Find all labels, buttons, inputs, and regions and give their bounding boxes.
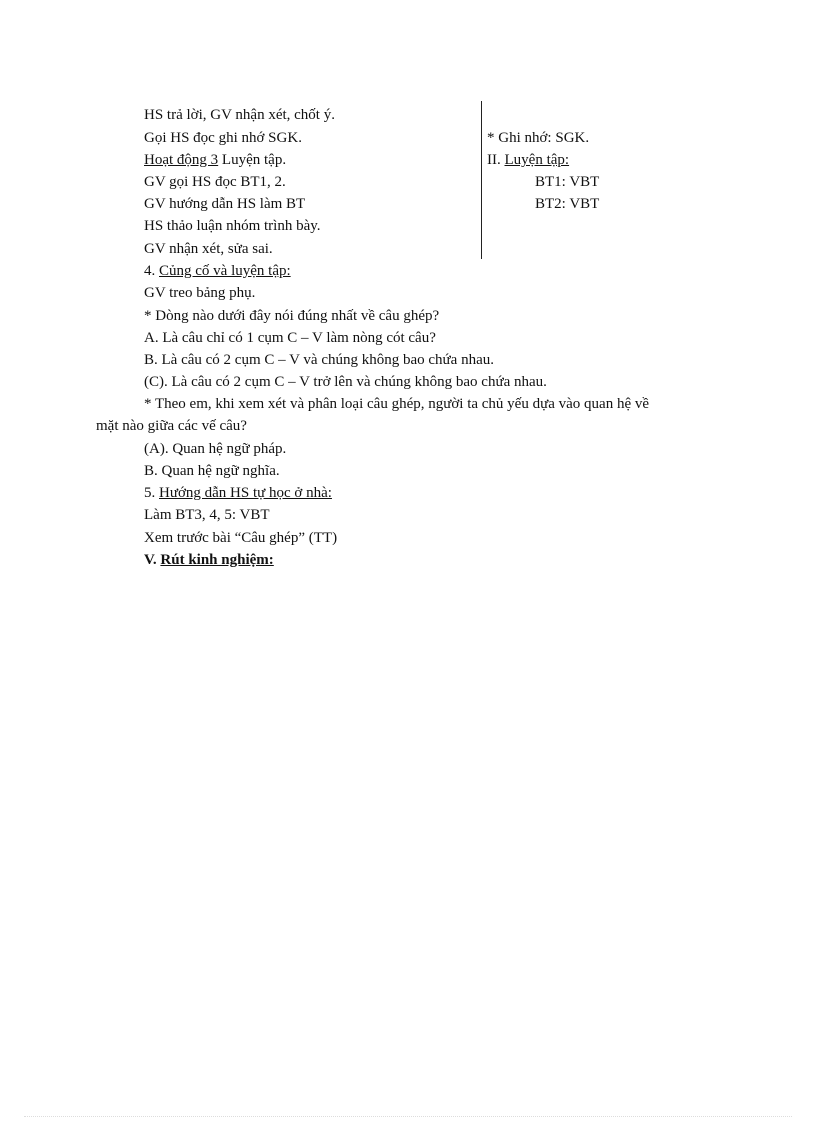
answer-2b: B. Quan hệ ngữ nghĩa. (144, 463, 280, 479)
page-bottom-edge (24, 1116, 792, 1117)
right-line-2 (487, 149, 569, 171)
left-line-3 (144, 149, 286, 171)
question-2-line-1: * Theo em, khi xem xét và phân loại câu ghép, người ta chủ yếu dựa vào quan hệ về (144, 396, 650, 412)
section-5-title: Hướng dẫn HS tự học ở nhà: (159, 485, 332, 501)
answer-1b: B. Là câu có 2 cụm C – V và chúng không bao chứa nhau. (144, 352, 494, 368)
right-line-3: BT1: VBT (535, 174, 600, 190)
activity-3-heading: Hoạt động 3 (144, 152, 219, 168)
column-divider (481, 101, 482, 259)
section-4-title: Củng cố và luyện tập: (159, 263, 291, 279)
section-v-number: V. (144, 552, 161, 568)
section-5-heading (144, 482, 332, 504)
left-line-1: HS trả lời, GV nhận xét, chốt ý. (144, 107, 335, 123)
section-4-line-1: GV treo bảng phụ. (144, 285, 256, 301)
section-4-heading (144, 260, 291, 282)
section-v-heading (144, 549, 274, 571)
answer-1c: (C). Là câu có 2 cụm C – V trở lên và chúng không bao chứa nhau. (144, 374, 547, 390)
right-line-4: BT2: VBT (535, 196, 600, 212)
left-line-7: GV nhận xét, sửa sai. (144, 241, 273, 257)
section-5-number: 5. (144, 485, 159, 501)
question-1: * Dòng nào dưới đây nói đúng nhất về câu ghép? (144, 308, 440, 324)
section-v-title: Rút kinh nghiệm: (160, 552, 274, 568)
section-4-number: 4. (144, 263, 159, 279)
left-line-4: GV gọi HS đọc BT1, 2. (144, 174, 286, 190)
section-2-prefix: II. (487, 152, 505, 168)
left-line-2: Gọi HS đọc ghi nhớ SGK. (144, 130, 302, 146)
left-line-6: HS thảo luận nhóm trình bày. (144, 218, 321, 234)
section-5-line-1: Làm BT3, 4, 5: VBT (144, 507, 270, 523)
left-line-5: GV hướng dẫn HS làm BT (144, 196, 306, 212)
answer-2a: (A). Quan hệ ngữ pháp. (144, 441, 287, 457)
section-5-line-2: Xem trước bài “Câu ghép” (TT) (144, 530, 338, 546)
question-2-line-2: mặt nào giữa các vế câu? (96, 418, 247, 434)
section-2-title: Luyện tập: (504, 152, 570, 168)
answer-1a: A. Là câu chỉ có 1 cụm C – V làm nòng cót câu? (144, 330, 436, 346)
activity-3-rest: Luyện tập. (218, 152, 287, 168)
right-line-1: * Ghi nhớ: SGK. (487, 130, 590, 146)
